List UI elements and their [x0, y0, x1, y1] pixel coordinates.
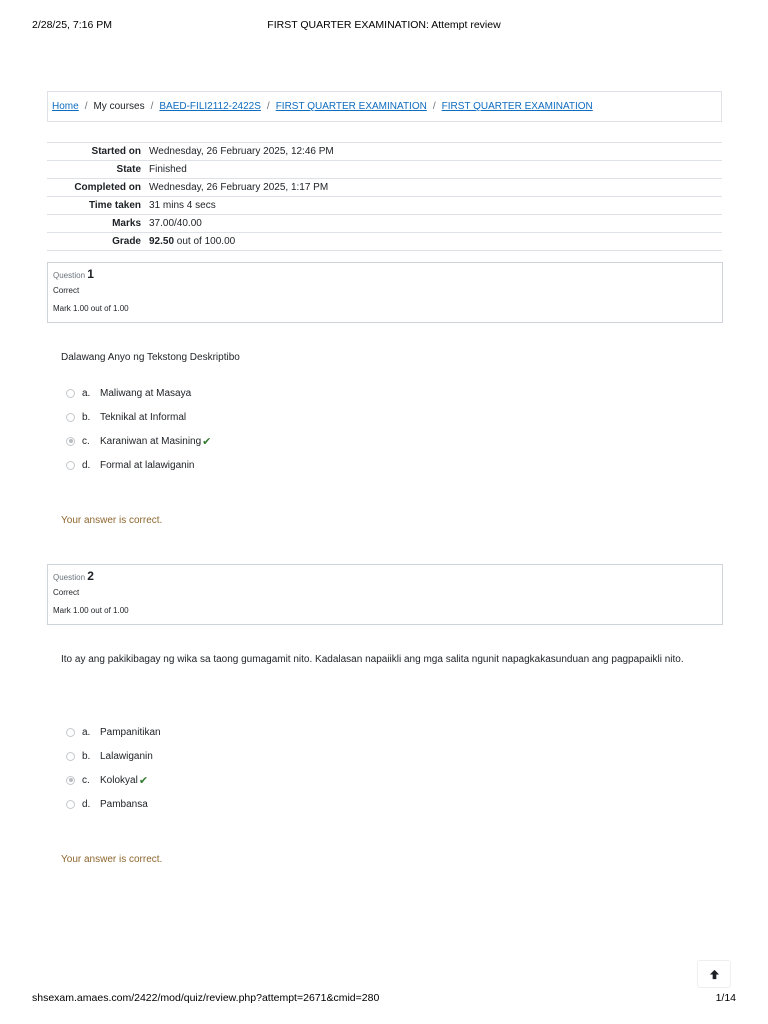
print-datetime: 2/28/25, 7:16 PM: [32, 19, 112, 31]
summary-label: State: [116, 164, 141, 175]
print-page-title: FIRST QUARTER EXAMINATION: Attempt review: [267, 19, 501, 31]
answer-text: Pambansa: [100, 798, 148, 810]
answer-letter: a.: [82, 387, 91, 399]
summary-row-state: [47, 161, 722, 179]
answer-text: Formal at lalawiganin: [100, 459, 195, 471]
question-info-box: [47, 262, 723, 323]
answer-letter: d.: [82, 459, 91, 471]
check-icon: ✔: [138, 774, 149, 787]
arrow-up-icon: [709, 969, 720, 980]
answer-option: [66, 744, 161, 768]
answer-radio[interactable]: [66, 800, 75, 809]
answer-feedback: Your answer is correct.: [61, 854, 163, 865]
print-page-number: 1/14: [715, 992, 736, 1004]
breadcrumb-section-link[interactable]: FIRST QUARTER EXAMINATION: [275, 101, 427, 112]
answer-list: [66, 381, 211, 477]
answer-option: [66, 768, 161, 792]
answer-option: [66, 792, 161, 816]
summary-value: Finished: [149, 164, 187, 175]
breadcrumb-course-link[interactable]: BAED-FILI2112-2422S: [159, 101, 261, 112]
answer-text: Pampanitikan: [100, 726, 161, 738]
breadcrumb-quiz-link[interactable]: FIRST QUARTER EXAMINATION: [441, 101, 593, 112]
attempt-summary-table: [47, 142, 722, 251]
answer-radio[interactable]: [66, 413, 75, 422]
answer-text: Maliwang at Masaya: [100, 387, 192, 399]
grade-score: 92.50: [149, 236, 175, 247]
answer-radio[interactable]: [66, 752, 75, 761]
check-icon: ✔: [202, 435, 212, 448]
summary-label: Time taken: [88, 200, 141, 211]
question-text: Dalawang Anyo ng Tekstong Deskriptibo: [61, 352, 240, 363]
answer-radio-selected[interactable]: [66, 437, 75, 446]
answer-text: Karaniwan at Masining: [100, 435, 202, 447]
answer-letter: b.: [82, 411, 91, 423]
question-state: Correct: [53, 588, 80, 597]
breadcrumb-my-courses: My courses: [93, 101, 145, 112]
answer-text: Teknikal at Informal: [100, 411, 187, 423]
answer-radio[interactable]: [66, 461, 75, 470]
answer-letter: b.: [82, 750, 91, 762]
answer-letter: a.: [82, 726, 91, 738]
answer-feedback: Your answer is correct.: [61, 515, 163, 526]
summary-row-started: [47, 143, 722, 161]
summary-label: Marks: [112, 218, 141, 229]
question-mark: Mark 1.00 out of 1.00: [53, 304, 129, 313]
question-label: Question: [53, 271, 86, 280]
summary-label: Completed on: [74, 182, 141, 193]
summary-value: 31 mins 4 secs: [149, 200, 216, 211]
answer-option: [66, 720, 161, 744]
summary-row-time-taken: [47, 197, 722, 215]
answer-radio[interactable]: [66, 728, 75, 737]
question-number: 2: [87, 569, 94, 583]
breadcrumb-separator: /: [432, 101, 436, 112]
answer-radio-selected[interactable]: [66, 776, 75, 785]
summary-value: 37.00/40.00: [149, 218, 202, 229]
summary-value: [148, 233, 722, 251]
answer-option: [66, 429, 211, 453]
question-label: Question: [53, 573, 86, 582]
question-number: 1: [87, 267, 94, 281]
summary-row-grade: [47, 233, 722, 251]
summary-value: Wednesday, 26 February 2025, 12:46 PM: [149, 146, 334, 157]
breadcrumb-separator: /: [150, 101, 154, 112]
breadcrumb: [47, 91, 722, 122]
breadcrumb-home-link[interactable]: Home: [52, 101, 79, 112]
question-text: Ito ay ang pakikibagay ng wika sa taong gumagamit nito. Kadalasan napaiikli ang mga salita ngunit napagkakasunduan ang pagpapaikli nito.: [61, 654, 684, 665]
answer-list: [66, 720, 161, 816]
summary-row-completed: [47, 179, 722, 197]
breadcrumb-separator: /: [84, 101, 88, 112]
answer-letter: c.: [82, 435, 90, 447]
answer-radio[interactable]: [66, 389, 75, 398]
summary-value: Wednesday, 26 February 2025, 1:17 PM: [149, 182, 329, 193]
answer-option: [66, 381, 211, 405]
question-mark: Mark 1.00 out of 1.00: [53, 606, 129, 615]
summary-label: Started on: [91, 146, 141, 157]
answer-text: Kolokyal: [100, 774, 138, 786]
summary-label: Grade: [112, 236, 141, 247]
answer-option: [66, 453, 211, 477]
back-to-top-button[interactable]: [697, 960, 731, 988]
question-state: Correct: [53, 286, 80, 295]
answer-text: Lalawiganin: [100, 750, 153, 762]
answer-letter: c.: [82, 774, 90, 786]
print-url: shsexam.amaes.com/2422/mod/quiz/review.php?attempt=2671&cmid=280: [32, 992, 380, 1004]
answer-option: [66, 405, 211, 429]
breadcrumb-separator: /: [266, 101, 270, 112]
answer-letter: d.: [82, 798, 91, 810]
question-info-box: [47, 564, 723, 625]
grade-out-of: out of 100.00: [174, 236, 236, 247]
summary-row-marks: [47, 215, 722, 233]
